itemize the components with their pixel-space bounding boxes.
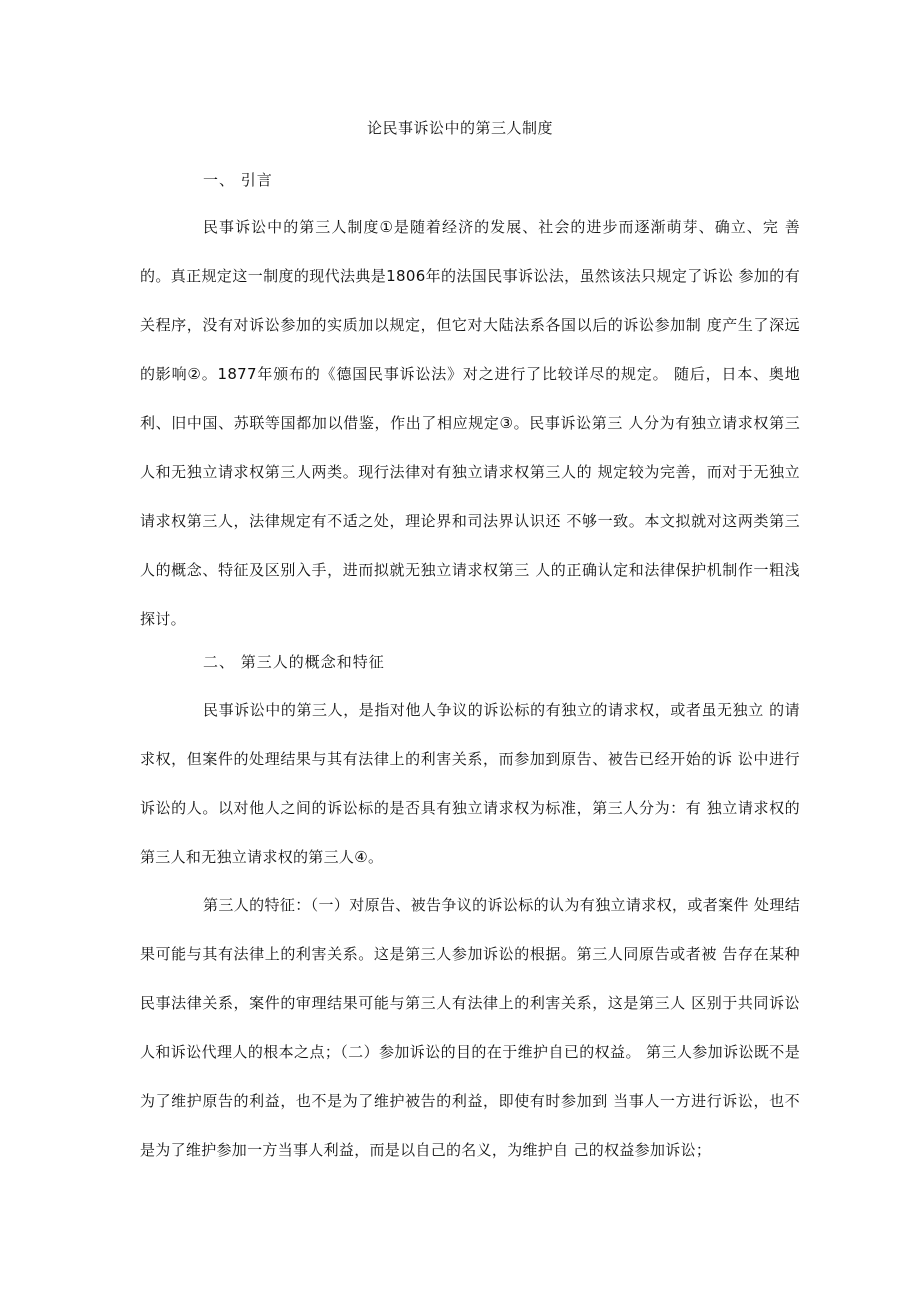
section-heading-introduction: 一、 引言	[203, 171, 273, 189]
paragraph-concept: 民事诉讼中的第三人，是指对他人争议的诉讼标的有独立的请求权，或者虽无独立 的请求权，但案件的处理结果与其有法律上的利害关系，而参加到原告、被告已经开始的诉 讼中进行诉讼的人。以对他人之间的诉讼标的是否具有独立请求权为标准，第三人分为：有 独立请求权的第三人和无独立请求权的第三人④。	[140, 701, 800, 866]
document-title: 论民事诉讼中的第三人制度	[366, 119, 553, 137]
paragraph-features: 第三人的特征：（一）对原告、被告争议的诉讼标的认为有独立请求权，或者案件 处理结果可能与其有法律上的利害关系。这是第三人参加诉讼的根据。第三人同原告或者被 告存在某种民事法律关系，案件的审理结果可能与第三人有法律上的利害关系，这是第三人 区别于共同诉讼人和诉讼代理人的根本之点；（二）参加诉讼的目的在于维护自已的权益。 第三人参加诉讼既不是为了维护原告的利益，也不是为了维护被告的利益，即使有时参加到 当事人一方进行诉讼，也不是为了维护参加一方当事人利益，而是以自己的名义，为维护自 己的权益参加诉讼；	[140, 896, 800, 1159]
section-heading-concept-features: 二、 第三人的概念和特征	[203, 653, 385, 671]
paragraph-introduction: 民事诉讼中的第三人制度①是随着经济的发展、社会的进步而逐渐萌芽、确立、完 善的。真正规定这一制度的现代法典是1806年的法国民事诉讼法，虽然该法只规定了诉讼 参加的有关程序，没有对诉讼参加的实质加以规定，但它对大陆法系各国以后的诉讼参加制 度产生了深远的影响②。1877年颁布的《德国民事诉讼法》对之进行了比较详尽的规定。 随后，日本、奥地利、旧中国、苏联等国都加以借鉴，作出了相应规定③。民事诉讼第三 人分为有独立请求权第三人和无独立请求权第三人两类。现行法律对有独立请求权第三人的 规定较为完善，而对于无独立请求权第三人，法律规定有不适之处，理论界和司法界认识还 不够一致。本文拟就对这两类第三人的概念、特征及区别入手，进而拟就无独立请求权第三 人的正确认定和法律保护机制作一粗浅探讨。	[140, 218, 800, 628]
